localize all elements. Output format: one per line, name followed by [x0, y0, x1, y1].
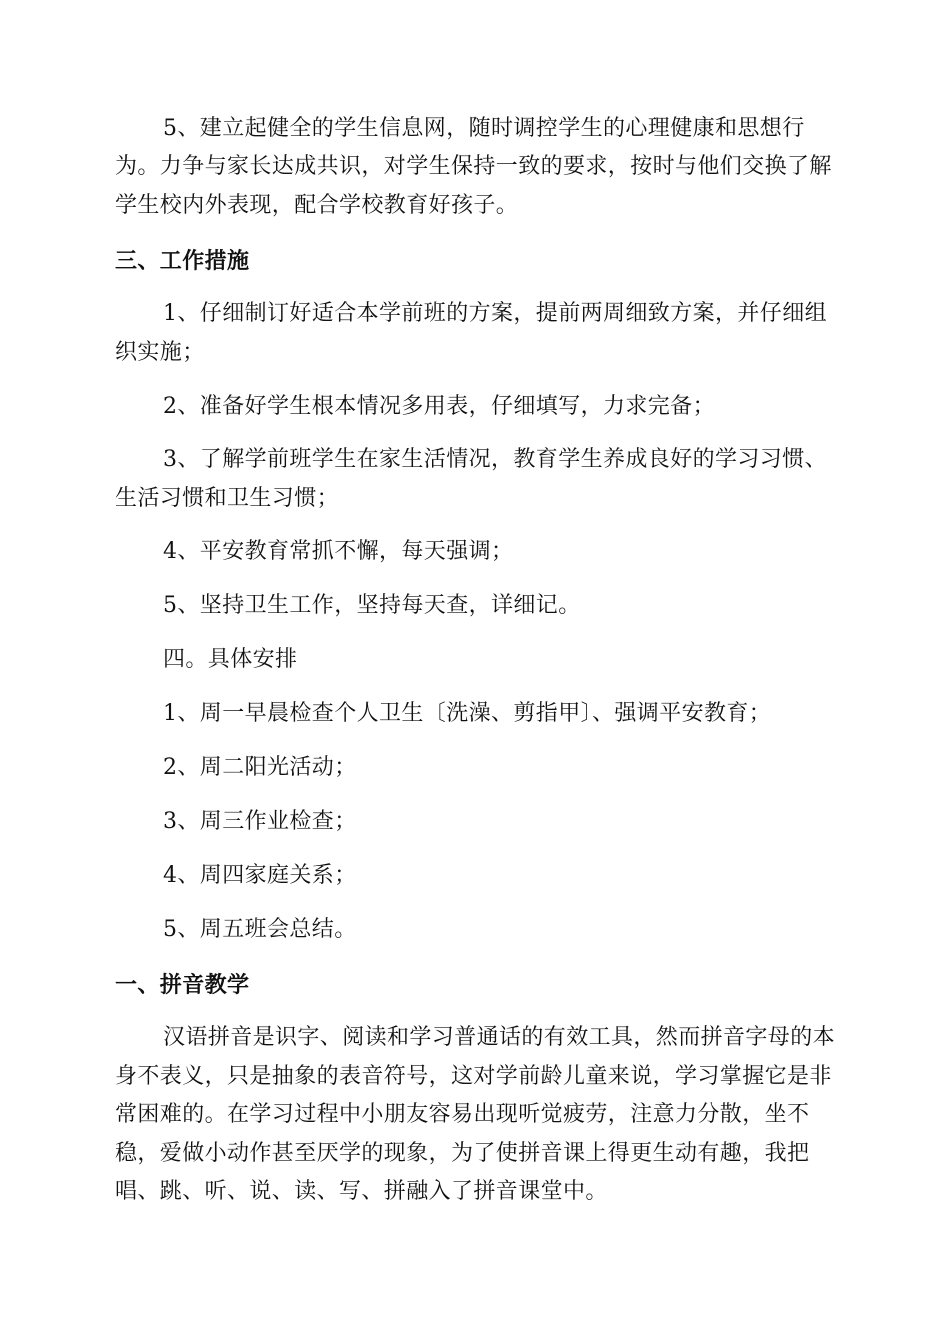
paragraph-line: 5、建立起健全的学生信息网，随时调控学生的心理健康和思想行 [163, 116, 805, 141]
section-heading-arrangement: 四。具体安排 [163, 647, 298, 672]
list-item: 2、准备好学生根本情况多用表，仔细填写，力求完备； [163, 394, 715, 419]
schedule-item: 3、周三作业检查； [163, 809, 357, 834]
paragraph-line: 学生校内外表现，配合学校教育好孩子。 [115, 193, 519, 218]
list-item: 1、仔细制订好适合本学前班的方案，提前两周细致方案，并仔细组 [163, 301, 827, 326]
list-item-continuation: 织实施； [115, 340, 205, 365]
list-item: 4、平安教育常抓不懈，每天强调； [163, 539, 514, 564]
paragraph-line: 汉语拼音是识字、阅读和学习普通话的有效工具，然而拼音字母的本 [163, 1025, 836, 1050]
schedule-item: 4、周四家庭关系； [163, 863, 357, 888]
section-heading-measures: 三、工作措施 [115, 248, 250, 274]
paragraph-line: 为。力争与家长达成共识，对学生保持一致的要求，按时与他们交换了解 [115, 154, 832, 179]
list-item: 5、坚持卫生工作，坚持每天查，详细记。 [163, 593, 581, 618]
paragraph-line: 常困难的。在学习过程中小朋友容易出现听觉疲劳，注意力分散，坐不 [115, 1102, 810, 1127]
paragraph-line: 身不表义，只是抽象的表音符号，这对学前龄儿童来说，学习掌握它是非 [115, 1064, 832, 1089]
schedule-item: 1、周一早晨检查个人卫生〔洗澡、剪指甲〕、强调平安教育； [163, 701, 772, 726]
schedule-item: 5、周五班会总结。 [163, 917, 357, 942]
schedule-item: 2、周二阳光活动； [163, 755, 357, 780]
paragraph-line: 唱、跳、听、说、读、写、拼融入了拼音课堂中。 [115, 1179, 608, 1204]
list-item: 3、了解学前班学生在家生活情况，教育学生养成良好的学习习惯、 [163, 447, 827, 472]
list-item-continuation: 生活习惯和卫生习惯； [115, 486, 340, 511]
section-heading-pinyin: 一、拼音教学 [115, 972, 250, 998]
paragraph-line: 稳，爱做小动作甚至厌学的现象，为了使拼音课上得更生动有趣，我把 [115, 1141, 810, 1166]
